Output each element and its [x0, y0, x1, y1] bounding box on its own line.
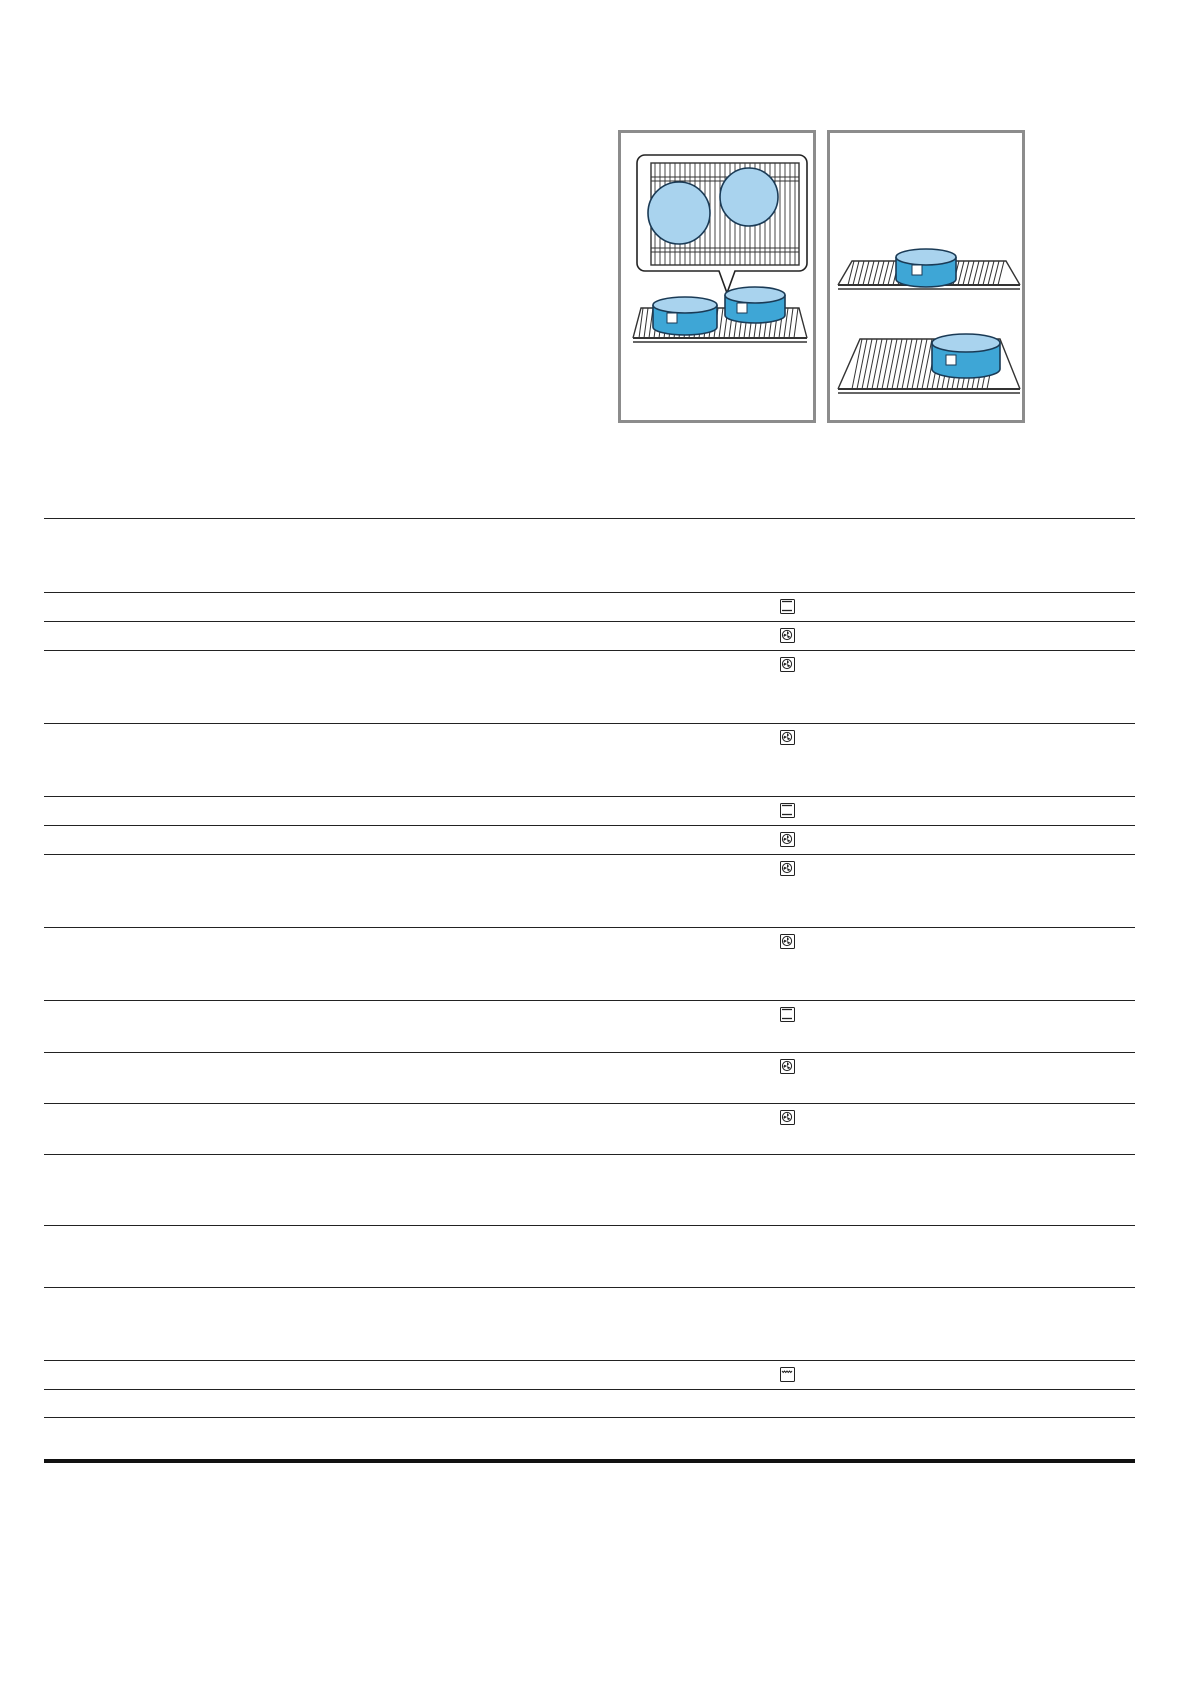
table-cell-4 [774, 1104, 1092, 1154]
grill-icon [780, 1367, 795, 1382]
table-cell-1 [44, 797, 424, 825]
table-cell-2 [424, 1226, 664, 1287]
table-cell-2 [424, 826, 664, 854]
two-pans-drawing [621, 133, 819, 426]
table-cell-2 [424, 1418, 664, 1451]
table-row [44, 825, 1135, 854]
baking-illustration [618, 130, 1030, 425]
springform-pan-upper [896, 249, 956, 287]
table-cell-3 [664, 1104, 774, 1154]
hot-air-icon [780, 730, 795, 745]
table-cell-4 [774, 1390, 1092, 1417]
table-cell-5 [1092, 519, 1135, 592]
table-row [44, 1000, 1135, 1052]
table-cell-5 [1092, 622, 1135, 650]
hot-air-icon [780, 1110, 795, 1125]
table-cell-1 [44, 593, 424, 621]
table-cell-2 [424, 797, 664, 825]
table-cell-3 [664, 797, 774, 825]
table-cell-1 [44, 1361, 424, 1389]
table-row [44, 518, 1135, 592]
settings-table [44, 518, 1135, 1451]
springform-pan-lower [932, 334, 1000, 378]
table-cell-2 [424, 1361, 664, 1389]
table-cell-5 [1092, 826, 1135, 854]
table-row [44, 796, 1135, 825]
table-cell-1 [44, 651, 424, 723]
table-cell-4 [774, 1418, 1092, 1451]
top-bottom-heat-icon [780, 803, 795, 818]
table-cell-3 [664, 1226, 774, 1287]
table-row [44, 1389, 1135, 1417]
table-cell-4 [774, 855, 1092, 927]
table-cell-4 [774, 593, 1092, 621]
table-cell-5 [1092, 1226, 1135, 1287]
table-cell-4 [774, 826, 1092, 854]
table-cell-5 [1092, 1288, 1135, 1360]
table-cell-2 [424, 1288, 664, 1360]
table-cell-1 [44, 1155, 424, 1225]
table-cell-5 [1092, 1361, 1135, 1389]
table-cell-2 [424, 1104, 664, 1154]
table-cell-3 [664, 1053, 774, 1103]
table-cell-2 [424, 651, 664, 723]
table-row [44, 1103, 1135, 1154]
top-bottom-heat-icon [780, 1007, 795, 1022]
table-cell-3 [664, 1361, 774, 1389]
table-row [44, 1287, 1135, 1360]
table-cell-3 [664, 622, 774, 650]
table-cell-5 [1092, 928, 1135, 1000]
table-cell-4 [774, 1155, 1092, 1225]
two-pans-panel [618, 130, 816, 423]
table-cell-5 [1092, 1390, 1135, 1417]
hot-air-icon [780, 657, 795, 672]
table-cell-5 [1092, 1001, 1135, 1052]
table-row [44, 650, 1135, 723]
table-cell-4 [774, 622, 1092, 650]
table-cell-2 [424, 593, 664, 621]
table-cell-2 [424, 622, 664, 650]
springform-pan-left [653, 297, 717, 335]
table-cell-5 [1092, 1053, 1135, 1103]
table-cell-3 [664, 826, 774, 854]
table-row [44, 854, 1135, 927]
table-cell-1 [44, 928, 424, 1000]
top-bottom-heat-icon [780, 599, 795, 614]
table-cell-3 [664, 1390, 774, 1417]
table-cell-4 [774, 1001, 1092, 1052]
table-cell-2 [424, 1053, 664, 1103]
pan-top-view-left [648, 182, 710, 244]
table-cell-5 [1092, 651, 1135, 723]
table-cell-5 [1092, 724, 1135, 796]
table-cell-3 [664, 651, 774, 723]
table-cell-3 [664, 724, 774, 796]
table-cell-3 [664, 593, 774, 621]
table-cell-4 [774, 1288, 1092, 1360]
table-row [44, 1417, 1135, 1451]
table-cell-2 [424, 519, 664, 592]
hot-air-icon [780, 1059, 795, 1074]
table-cell-4 [774, 928, 1092, 1000]
table-row [44, 723, 1135, 796]
springform-pan-right [725, 287, 785, 323]
table-cell-4 [774, 1361, 1092, 1389]
table-cell-2 [424, 1390, 664, 1417]
hot-air-icon [780, 861, 795, 876]
table-cell-5 [1092, 1104, 1135, 1154]
table-cell-3 [664, 1418, 774, 1451]
table-cell-2 [424, 1155, 664, 1225]
table-cell-1 [44, 1288, 424, 1360]
table-row [44, 621, 1135, 650]
two-levels-drawing [830, 133, 1028, 426]
table-cell-1 [44, 855, 424, 927]
table-cell-1 [44, 1418, 424, 1451]
pan-top-view-right [720, 168, 778, 226]
hot-air-icon [780, 934, 795, 949]
table-cell-4 [774, 519, 1092, 592]
table-cell-1 [44, 1001, 424, 1052]
table-row [44, 927, 1135, 1000]
table-cell-1 [44, 1226, 424, 1287]
table-cell-4 [774, 1226, 1092, 1287]
table-row [44, 1052, 1135, 1103]
table-cell-2 [424, 724, 664, 796]
table-cell-4 [774, 651, 1092, 723]
table-cell-3 [664, 855, 774, 927]
table-cell-5 [1092, 593, 1135, 621]
table-row [44, 1225, 1135, 1287]
table-cell-1 [44, 519, 424, 592]
table-cell-3 [664, 1155, 774, 1225]
table-cell-2 [424, 1001, 664, 1052]
table-cell-1 [44, 1053, 424, 1103]
table-cell-1 [44, 622, 424, 650]
table-cell-3 [664, 1001, 774, 1052]
table-cell-5 [1092, 855, 1135, 927]
table-cell-1 [44, 826, 424, 854]
table-row [44, 1154, 1135, 1225]
table-cell-4 [774, 1053, 1092, 1103]
table-row [44, 1360, 1135, 1389]
two-levels-panel [827, 130, 1025, 423]
table-bottom-rule [44, 1459, 1135, 1463]
table-cell-4 [774, 724, 1092, 796]
table-cell-4 [774, 797, 1092, 825]
table-cell-5 [1092, 797, 1135, 825]
table-row [44, 592, 1135, 621]
table-cell-1 [44, 724, 424, 796]
table-cell-3 [664, 928, 774, 1000]
table-cell-2 [424, 855, 664, 927]
table-cell-2 [424, 928, 664, 1000]
hot-air-icon [780, 832, 795, 847]
table-cell-5 [1092, 1155, 1135, 1225]
table-cell-3 [664, 519, 774, 592]
table-cell-1 [44, 1390, 424, 1417]
table-cell-3 [664, 1288, 774, 1360]
hot-air-icon [780, 628, 795, 643]
table-cell-5 [1092, 1418, 1135, 1451]
table-cell-1 [44, 1104, 424, 1154]
